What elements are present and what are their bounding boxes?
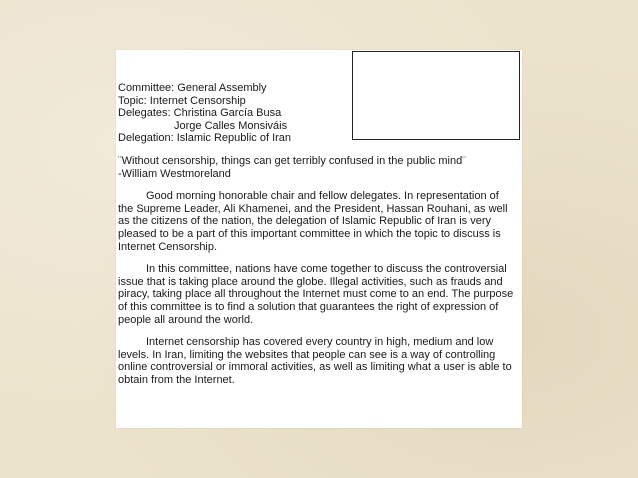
delegation-line: Delegation: Islamic Republic of Iran — [118, 132, 292, 145]
paragraph-censorship: Internet censorship has covered every country in high, medium and low levels. In Iran, limiting the websites that people can see is a way of controlling online controversial or immoral activities, as well as limiting what a user is able to obtain from the Internet. — [118, 336, 512, 386]
quote-text: ¨Without censorship, things can get terribly confused in the public mind¨ — [118, 154, 466, 167]
topic-line: Topic: Internet Censorship — [118, 94, 246, 107]
paragraph-opening: Good morning honorable chair and fellow delegates. In representation of the Supreme Leader, Ali Khamenei, and the President, Hassan Rouhani, as well as the citizens of the nation, the delegation of Islamic Republic of Iran is very pleased to be a part of this important committee in which the topic to discuss is Internet Censorship. — [118, 190, 508, 253]
committee-line: Committee: General Assembly — [118, 82, 267, 94]
paragraph-committee: In this committee, nations have come together to discuss the controversial issue that is taking place around the globe. Illegal activities, such as frauds and piracy, taking place all throughout the Internet must come to an end. The purpose of this committee is to find a solution that guarantees the right of expression of people all around the world. — [118, 263, 514, 326]
document-body — [118, 82, 516, 386]
delegates-line: Delegates: Christina García Busa — [118, 107, 282, 120]
delegates-line-2: Jorge Calles Monsiváis — [174, 119, 288, 132]
quote-author: -William Westmoreland — [118, 167, 231, 180]
